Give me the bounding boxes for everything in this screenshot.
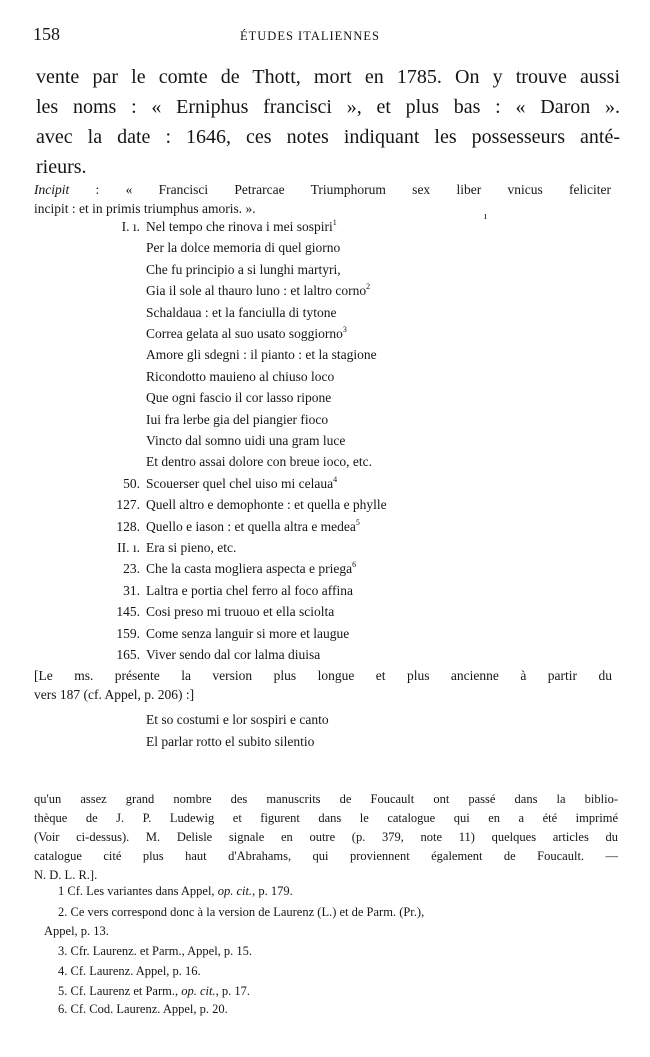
verse-text: Come senza languir si more et laugue	[146, 625, 350, 641]
verse-line	[146, 326, 347, 342]
footnote	[58, 964, 201, 979]
verse-text: Che la casta mogliera aspecta e priega	[146, 561, 353, 577]
footnote-line: thèque de J. P. Ludewig et figurent dans le catalogue qui en a été imprimé	[34, 811, 618, 825]
verse-line	[146, 497, 387, 513]
verse-number: 165.	[116, 647, 140, 662]
footnote	[58, 984, 250, 999]
footnote	[58, 884, 293, 899]
verse-line	[146, 454, 372, 470]
verse-line	[146, 369, 334, 385]
footnote-line: qu'un assez grand nombre des manuscrits de Foucault ont passé dans la biblio-	[34, 792, 618, 806]
incipit-label: Incipit	[34, 182, 70, 197]
incipit-line: incipit : et in primis triumphus amoris. ».	[34, 201, 256, 216]
footnote-text: 2. Ce vers correspond donc à la version de Laurenz (L.) et de Parm. (Pr.),	[58, 905, 425, 919]
verse-line	[146, 433, 345, 449]
verse-number: I. ı.	[121, 219, 140, 234]
editorial-note	[34, 666, 612, 704]
verse-line	[146, 561, 356, 577]
body-paragraph	[36, 62, 620, 182]
verse-text: Et dentro assai dolore con breue ioco, etc.	[146, 454, 373, 470]
footnote-line: catalogue cité plus haut d'Abrahams, qui proviennent également de Foucault. —	[34, 849, 618, 863]
verse-text: Nel tempo che rinova i mei sospiri	[146, 219, 333, 234]
verse-text: Schaldaua : et la fanciulla di tytone	[146, 304, 337, 320]
verse-text: Gia il sole al thauro luno : et laltro corno	[146, 283, 367, 299]
verse-line	[146, 390, 331, 406]
incipit-line	[34, 180, 611, 199]
verse-text: Era si pieno, etc.	[146, 540, 237, 555]
footnote-marker: 5	[355, 517, 360, 527]
footnote-citation: op. cit.	[217, 884, 253, 898]
footnote-text: 5. Cf. Laurenz et Parm.,	[58, 984, 182, 998]
footnote	[58, 905, 424, 920]
verse-number: 50.	[123, 475, 140, 491]
verse-line	[146, 647, 320, 663]
verse-line	[146, 347, 377, 363]
paragraph-line: vente par le comte de Thott, mort en 1785. On y trouve aussi	[36, 66, 620, 88]
verse-text: Amore gli sdegni : il pianto : et la stagione	[146, 347, 377, 363]
footnote-marker: 6	[352, 560, 357, 570]
incipit-block	[34, 180, 611, 218]
verse-line	[146, 476, 337, 492]
incipit-text: : « Francisci Petrarcae Triumphorum sex liber vnicus feliciter	[69, 182, 611, 197]
verse-number: 145.	[116, 604, 140, 620]
verse-line	[146, 219, 337, 235]
footnote-text: 6. Cf. Cod. Laurenz. Appel, p. 20.	[58, 1002, 228, 1016]
verse-number: II. ı.	[117, 540, 140, 555]
verse-text: Que ogni fascio il cor lasso ripone	[146, 390, 332, 406]
verse-text: Quell altro e demophonte : et quella e phylle	[146, 497, 387, 513]
footnote-marker: 1	[332, 218, 337, 227]
verse-number: 128.	[116, 518, 140, 534]
footnote	[44, 924, 109, 939]
running-head: ÉTUDES ITALIENNES	[240, 29, 380, 43]
verse-text: Quello e iason : et quella altra e medea	[146, 518, 356, 534]
page-number: 158	[33, 24, 60, 44]
footnote-marker: 3	[342, 325, 347, 334]
footnote-citation: op. cit.	[181, 984, 216, 998]
note-line: vers 187 (cf. Appel, p. 206) :]	[34, 687, 195, 702]
verse-line	[146, 583, 353, 599]
verse-text: Viver sendo dal cor lalma diuisa	[146, 647, 321, 662]
verse-number: 127.	[116, 497, 140, 513]
verse-number: 159.	[116, 625, 140, 641]
footnote-text: Appel, p. 13.	[44, 924, 109, 938]
note-verse: El parlar rotto el subito silentio	[146, 734, 315, 749]
verse-text: Correa gelata al suo usato soggiorno	[146, 326, 343, 341]
footnote-line: (Voir ci-dessus). M. Delisle signale en outre (p. 379, note 11) quelques articles du	[34, 830, 618, 844]
verse-text: Laltra e portia chel ferro al foco affina	[146, 582, 354, 598]
footnote-tail: , p. 179.	[252, 884, 293, 898]
verse-number: 31.	[123, 582, 140, 598]
verse-line	[146, 283, 370, 299]
verse-text: Vincto dal somno uidi una gram luce	[146, 433, 346, 448]
footnote-text: 4. Cf. Laurenz. Appel, p. 16.	[58, 964, 201, 978]
verse-text: Cosi preso mi truouo et ella sciolta	[146, 604, 335, 620]
footnote	[58, 1002, 228, 1017]
verse-text: Iui fra lerbe gia del piangier fioco	[146, 411, 329, 427]
verse-text: Che fu principio a si lunghi martyri,	[146, 261, 341, 277]
verse-text: Scouerser quel chel uiso mi celaua	[146, 475, 334, 491]
verse-line	[146, 519, 360, 535]
verse-line	[146, 604, 334, 620]
verse-line	[146, 262, 341, 278]
note-verse: Et so costumi e lor sospiri e canto	[146, 712, 329, 727]
verse-text: Ricondotto mauieno al chiuso loco	[146, 368, 335, 384]
footnote-marker: 2	[366, 282, 371, 292]
note-line: [Le ms. présente la version plus longue et plus ancienne à partir du	[34, 668, 612, 683]
footnote-line: N. D. L. R.].	[34, 868, 98, 882]
verse-line	[146, 305, 336, 321]
footnote	[58, 944, 252, 959]
verse-number: 23.	[123, 561, 140, 577]
footnote-continuation	[34, 790, 618, 885]
paragraph-line: les noms : « Erniphus francisci », et plus bas : « Daron ».	[36, 96, 620, 118]
verse-line	[146, 240, 340, 256]
footnote-text: 1 Cf. Les variantes dans Appel,	[58, 884, 218, 898]
verse-line	[146, 540, 236, 556]
verse-line	[146, 412, 328, 428]
paragraph-line: rieurs.	[36, 156, 87, 178]
footnote-text: 3. Cfr. Laurenz. et Parm., Appel, p. 15.	[58, 944, 253, 958]
footnote-tail: , p. 17.	[215, 984, 250, 998]
stray-mark: ı	[484, 211, 487, 222]
paragraph-line: avec la date : 1646, ces notes indiquant les possesseurs anté-	[36, 126, 620, 148]
footnote-marker: 4	[333, 474, 338, 484]
verse-text: Per la dolce memoria di quel giorno	[146, 240, 341, 256]
verse-line	[146, 626, 349, 642]
